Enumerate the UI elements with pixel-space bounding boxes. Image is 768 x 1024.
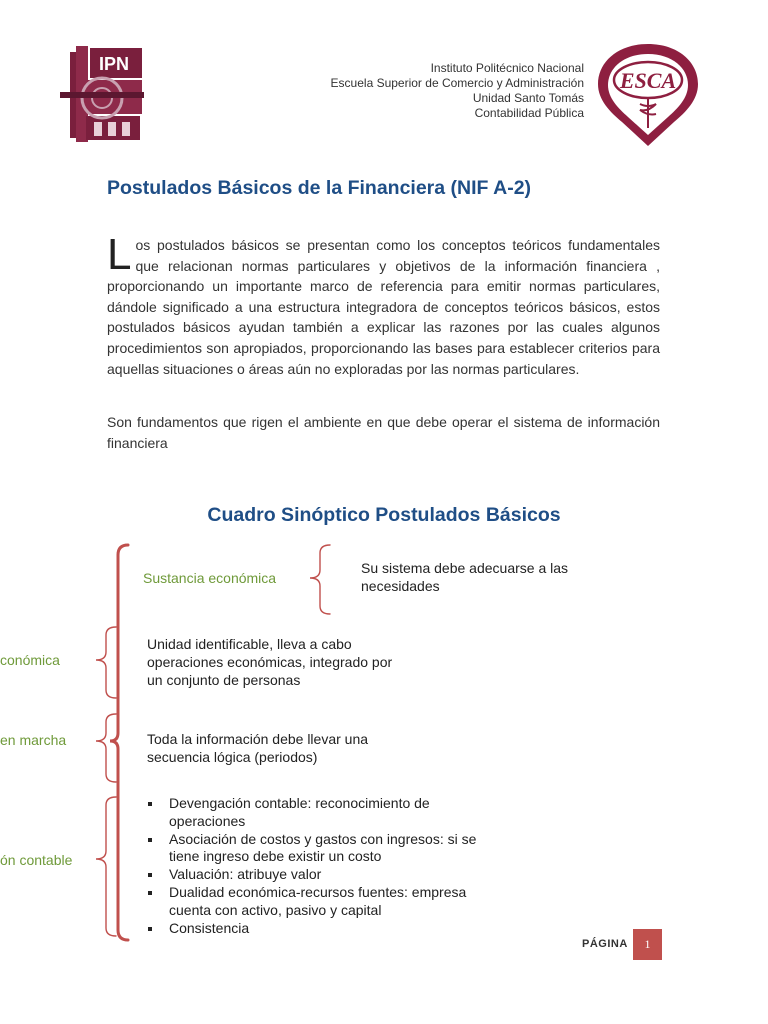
page-number: 1 (644, 937, 651, 951)
branch-label-devengacion: ón contable (0, 852, 73, 868)
bracket-entidad (96, 627, 116, 698)
institution-line: Contabilidad Pública (474, 106, 584, 120)
branch-description-negocio: Toda la información debe llevar una secuencia lógica (periodos) (147, 731, 369, 765)
bullet-item: Valuación: atribuye valor (145, 866, 505, 884)
ipn-logo-text: IPN (98, 54, 130, 74)
branch-label-sustancia: Sustancia económica (143, 570, 277, 586)
bullet-item: Dualidad económica-recursos fuentes: empresa cuenta con activo, pasivo y capital (145, 884, 505, 920)
devengacion-bullet-list (145, 795, 505, 937)
institution-line: Instituto Politécnico Nacional (430, 61, 584, 75)
institution-line: Unidad Santo Tomás (472, 91, 584, 105)
esca-logo (594, 40, 702, 150)
branch-label-entidad: conómica (0, 652, 60, 668)
bracket-asociacion (96, 797, 116, 936)
main-bracket (110, 545, 128, 940)
esca-logo-text: ESCA (619, 68, 677, 93)
institution-line: Escuela Superior de Comercio y Administración (330, 76, 584, 90)
intro-paragraph (107, 230, 660, 379)
document-title: Postulados Básicos de la Financiera (NIF A-2) (107, 177, 532, 199)
bullet-item: Consistencia (145, 920, 505, 938)
bracket-sustancia (310, 545, 330, 614)
synoptic-title: Cuadro Sinóptico Postulados Básicos (207, 504, 561, 526)
bullet-item: Asociación de costos y gastos con ingresos: si se tiene ingreso debe existir un costo (145, 831, 505, 867)
institution-block (331, 61, 584, 121)
page-number-badge (633, 929, 662, 960)
second-paragraph: Son fundamentos que rigen el ambiente en que debe operar el sistema de información financiera (107, 414, 660, 451)
branch-description-sustancia: Su sistema debe adecuarse a las necesidades (361, 560, 569, 594)
intro-paragraph-text: os postulados básicos se presentan como los conceptos teóricos fundamentales que relacionan normas particulares y objetivos de la información financiera , proporcionando un importante marco de referencia para emitir normas particulares, dándole significado a una estructura integradora de conceptos teóricos básicos, estos postulados básicos ayudan también a explicar las razones por las cuales algunos procedimientos son apropiados, proporcionando las bases para establecer criterios para aquellas situaciones o áreas aún no exploradas por las normas particulares. (107, 237, 660, 377)
branch-label-negocio: en marcha (0, 732, 67, 748)
ipn-logo (56, 44, 148, 148)
drop-cap: L (107, 230, 132, 279)
branch-description-entidad: Unidad identificable, lleva a cabo operaciones económicas, integrado por un conjunto de personas (147, 636, 393, 688)
page-label: PÁGINA (582, 938, 628, 950)
bracket-negocio (96, 714, 116, 782)
bullet-item: Devengación contable: reconocimiento de operaciones (145, 795, 505, 831)
